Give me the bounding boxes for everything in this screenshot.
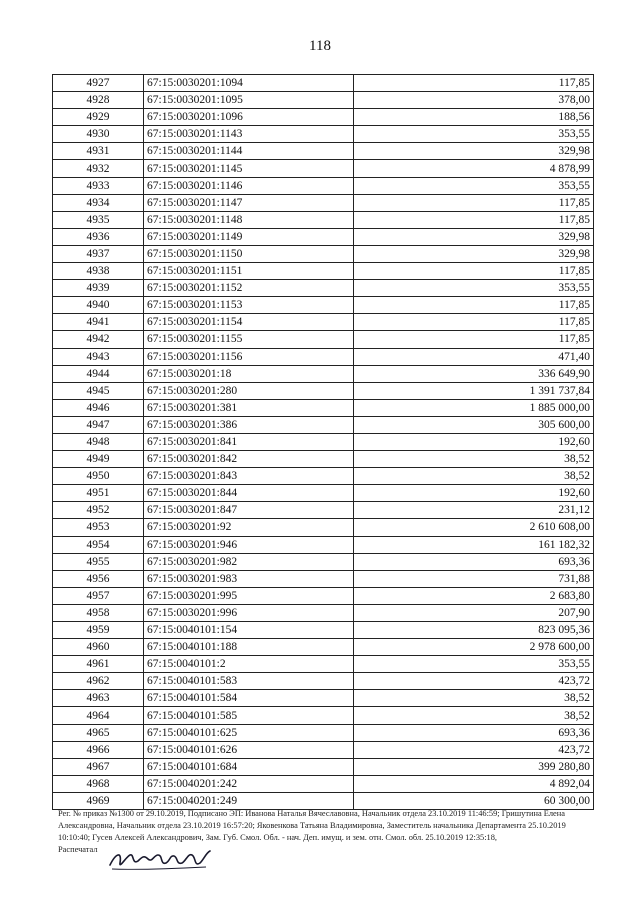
table-row	[53, 365, 594, 382]
row-number-cell: 4934	[53, 194, 144, 211]
row-number-cell: 4946	[53, 399, 144, 416]
cadastral-number-cell: 67:15:0030201:1144	[144, 143, 354, 160]
table-row	[53, 143, 594, 160]
table-row	[53, 382, 594, 399]
row-number-cell: 4955	[53, 553, 144, 570]
cadastral-number-cell: 67:15:0030201:1154	[144, 314, 354, 331]
value-cell: 423,72	[354, 673, 594, 690]
table-row	[53, 690, 594, 707]
cadastral-number-cell: 67:15:0030201:996	[144, 604, 354, 621]
value-cell: 4 892,04	[354, 775, 594, 792]
row-number-cell: 4927	[53, 75, 144, 92]
row-number-cell: 4929	[53, 109, 144, 126]
table-row	[53, 604, 594, 621]
row-number-cell: 4959	[53, 622, 144, 639]
value-cell: 4 878,99	[354, 160, 594, 177]
value-cell: 823 095,36	[354, 622, 594, 639]
row-number-cell: 4954	[53, 536, 144, 553]
row-number-cell: 4964	[53, 707, 144, 724]
cadastral-number-cell: 67:15:0040101:684	[144, 758, 354, 775]
value-cell: 192,60	[354, 433, 594, 450]
value-cell: 336 649,90	[354, 365, 594, 382]
row-number-cell: 4936	[53, 228, 144, 245]
cadastral-number-cell: 67:15:0030201:1149	[144, 228, 354, 245]
cadastral-number-cell: 67:15:0040101:583	[144, 673, 354, 690]
value-cell: 117,85	[354, 314, 594, 331]
table-row	[53, 245, 594, 262]
cadastral-number-cell: 67:15:0030201:1150	[144, 245, 354, 262]
value-cell: 693,36	[354, 724, 594, 741]
value-cell: 188,56	[354, 109, 594, 126]
row-number-cell: 4965	[53, 724, 144, 741]
table-row	[53, 228, 594, 245]
cadastral-number-cell: 67:15:0030201:1155	[144, 331, 354, 348]
value-cell: 2 610 608,00	[354, 519, 594, 536]
value-cell: 353,55	[354, 280, 594, 297]
value-cell: 378,00	[354, 92, 594, 109]
value-cell: 329,98	[354, 228, 594, 245]
cadastral-number-cell: 67:15:0030201:841	[144, 433, 354, 450]
cadastral-number-cell: 67:15:0030201:842	[144, 451, 354, 468]
value-cell: 60 300,00	[354, 792, 594, 809]
row-number-cell: 4960	[53, 639, 144, 656]
cadastral-number-cell: 67:15:0030201:946	[144, 536, 354, 553]
cadastral-number-cell: 67:15:0030201:1146	[144, 177, 354, 194]
cadastral-number-cell: 67:15:0030201:844	[144, 485, 354, 502]
value-cell: 693,36	[354, 553, 594, 570]
row-number-cell: 4957	[53, 587, 144, 604]
cadastral-number-cell: 67:15:0030201:1152	[144, 280, 354, 297]
row-number-cell: 4932	[53, 160, 144, 177]
cadastral-number-cell: 67:15:0030201:1094	[144, 75, 354, 92]
row-number-cell: 4930	[53, 126, 144, 143]
row-number-cell: 4933	[53, 177, 144, 194]
table-row	[53, 502, 594, 519]
signoff-line: Распечатал	[58, 845, 98, 854]
row-number-cell: 4952	[53, 502, 144, 519]
row-number-cell: 4968	[53, 775, 144, 792]
row-number-cell: 4966	[53, 741, 144, 758]
registry-table-body	[53, 75, 594, 810]
cadastral-number-cell: 67:15:0040101:625	[144, 724, 354, 741]
row-number-cell: 4962	[53, 673, 144, 690]
cadastral-number-cell: 67:15:0030201:1153	[144, 297, 354, 314]
value-cell: 207,90	[354, 604, 594, 621]
cadastral-number-cell: 67:15:0040101:584	[144, 690, 354, 707]
row-number-cell: 4963	[53, 690, 144, 707]
row-number-cell: 4942	[53, 331, 144, 348]
value-cell: 117,85	[354, 75, 594, 92]
table-row	[53, 331, 594, 348]
table-row	[53, 707, 594, 724]
value-cell: 399 280,80	[354, 758, 594, 775]
table-row	[53, 741, 594, 758]
table-row	[53, 792, 594, 809]
table-row	[53, 399, 594, 416]
cadastral-number-cell: 67:15:0030201:843	[144, 468, 354, 485]
value-cell: 117,85	[354, 297, 594, 314]
row-number-cell: 4931	[53, 143, 144, 160]
row-number-cell: 4967	[53, 758, 144, 775]
table-row	[53, 656, 594, 673]
value-cell: 117,85	[354, 211, 594, 228]
row-number-cell: 4949	[53, 451, 144, 468]
table-row	[53, 758, 594, 775]
cadastral-number-cell: 67:15:0030201:1148	[144, 211, 354, 228]
value-cell: 353,55	[354, 656, 594, 673]
row-number-cell: 4940	[53, 297, 144, 314]
row-number-cell: 4958	[53, 604, 144, 621]
value-cell: 471,40	[354, 348, 594, 365]
table-row	[53, 639, 594, 656]
value-cell: 1 885 000,00	[354, 399, 594, 416]
table-row	[53, 485, 594, 502]
row-number-cell: 4935	[53, 211, 144, 228]
row-number-cell: 4950	[53, 468, 144, 485]
cadastral-number-cell: 67:15:0030201:1096	[144, 109, 354, 126]
cadastral-number-cell: 67:15:0030201:1143	[144, 126, 354, 143]
row-number-cell: 4953	[53, 519, 144, 536]
cadastral-number-cell: 67:15:0030201:280	[144, 382, 354, 399]
cadastral-number-cell: 67:15:0030201:983	[144, 570, 354, 587]
cadastral-number-cell: 67:15:0030201:386	[144, 416, 354, 433]
value-cell: 38,52	[354, 468, 594, 485]
table-row	[53, 211, 594, 228]
table-row	[53, 451, 594, 468]
cadastral-number-cell: 67:15:0030201:1095	[144, 92, 354, 109]
table-row	[53, 297, 594, 314]
row-number-cell: 4961	[53, 656, 144, 673]
table-row	[53, 263, 594, 280]
page-number: 118	[309, 38, 331, 54]
cadastral-number-cell: 67:15:0030201:1156	[144, 348, 354, 365]
row-number-cell: 4943	[53, 348, 144, 365]
table-row	[53, 126, 594, 143]
table-row	[53, 468, 594, 485]
value-cell: 305 600,00	[354, 416, 594, 433]
cadastral-number-cell: 67:15:0040201:242	[144, 775, 354, 792]
row-number-cell: 4937	[53, 245, 144, 262]
value-cell: 117,85	[354, 194, 594, 211]
value-cell: 1 391 737,84	[354, 382, 594, 399]
value-cell: 353,55	[354, 126, 594, 143]
cadastral-number-cell: 67:15:0030201:847	[144, 502, 354, 519]
table-row	[53, 724, 594, 741]
value-cell: 38,52	[354, 690, 594, 707]
table-row	[53, 570, 594, 587]
value-cell: 231,12	[354, 502, 594, 519]
table-row	[53, 109, 594, 126]
value-cell: 117,85	[354, 331, 594, 348]
row-number-cell: 4948	[53, 433, 144, 450]
cadastral-number-cell: 67:15:0040101:154	[144, 622, 354, 639]
signoff-line: Александровна, Начальник отдела 23.10.2019 16:57:20; Яковенкова Татьяна Владимировна, Заместитель начальника Департамента 25.10.2019	[58, 821, 566, 830]
cadastral-number-cell: 67:15:0030201:18	[144, 365, 354, 382]
value-cell: 38,52	[354, 451, 594, 468]
row-number-cell: 4938	[53, 263, 144, 280]
cadastral-number-cell: 67:15:0030201:1145	[144, 160, 354, 177]
table-row	[53, 314, 594, 331]
value-cell: 38,52	[354, 707, 594, 724]
table-row	[53, 587, 594, 604]
table-row	[53, 194, 594, 211]
table-row	[53, 553, 594, 570]
cadastral-number-cell: 67:15:0030201:1147	[144, 194, 354, 211]
cadastral-number-cell: 67:15:0030201:982	[144, 553, 354, 570]
cadastral-number-cell: 67:15:0030201:995	[144, 587, 354, 604]
handwritten-signature	[108, 843, 213, 873]
table-row	[53, 348, 594, 365]
cadastral-number-cell: 67:15:0030201:1151	[144, 263, 354, 280]
row-number-cell: 4944	[53, 365, 144, 382]
row-number-cell: 4945	[53, 382, 144, 399]
table-row	[53, 673, 594, 690]
table-row	[53, 92, 594, 109]
row-number-cell: 4969	[53, 792, 144, 809]
table-row	[53, 160, 594, 177]
table-row	[53, 519, 594, 536]
value-cell: 731,88	[354, 570, 594, 587]
row-number-cell: 4956	[53, 570, 144, 587]
cadastral-number-cell: 67:15:0030201:381	[144, 399, 354, 416]
value-cell: 353,55	[354, 177, 594, 194]
table-row	[53, 775, 594, 792]
cadastral-number-cell: 67:15:0040101:2	[144, 656, 354, 673]
value-cell: 329,98	[354, 143, 594, 160]
value-cell: 117,85	[354, 263, 594, 280]
row-number-cell: 4947	[53, 416, 144, 433]
table-row	[53, 433, 594, 450]
table-row	[53, 416, 594, 433]
row-number-cell: 4941	[53, 314, 144, 331]
table-row	[53, 75, 594, 92]
value-cell: 2 683,80	[354, 587, 594, 604]
value-cell: 161 182,32	[354, 536, 594, 553]
table-row	[53, 280, 594, 297]
row-number-cell: 4951	[53, 485, 144, 502]
cadastral-number-cell: 67:15:0030201:92	[144, 519, 354, 536]
value-cell: 329,98	[354, 245, 594, 262]
value-cell: 192,60	[354, 485, 594, 502]
value-cell: 423,72	[354, 741, 594, 758]
registry-table	[52, 74, 594, 810]
signoff-line: 10:10:40; Гусев Алексей Александрович, Зам. Губ. Смол. Обл. - нач. Деп. имущ. и зем. отн. Смол. обл. 25.10.2019 12:35:18,	[58, 833, 497, 842]
cadastral-number-cell: 67:15:0040101:626	[144, 741, 354, 758]
row-number-cell: 4939	[53, 280, 144, 297]
table-row	[53, 177, 594, 194]
signoff-line: Рег. № приказ №1300 от 29.10.2019, Подписано ЭП: Иванова Наталья Вячеславовна, Начальник отдела 23.10.2019 11:46:59; Гришутина Елена	[58, 809, 565, 818]
value-cell: 2 978 600,00	[354, 639, 594, 656]
row-number-cell: 4928	[53, 92, 144, 109]
cadastral-number-cell: 67:15:0040101:188	[144, 639, 354, 656]
table-row	[53, 536, 594, 553]
cadastral-number-cell: 67:15:0040101:585	[144, 707, 354, 724]
cadastral-number-cell: 67:15:0040201:249	[144, 792, 354, 809]
table-row	[53, 622, 594, 639]
